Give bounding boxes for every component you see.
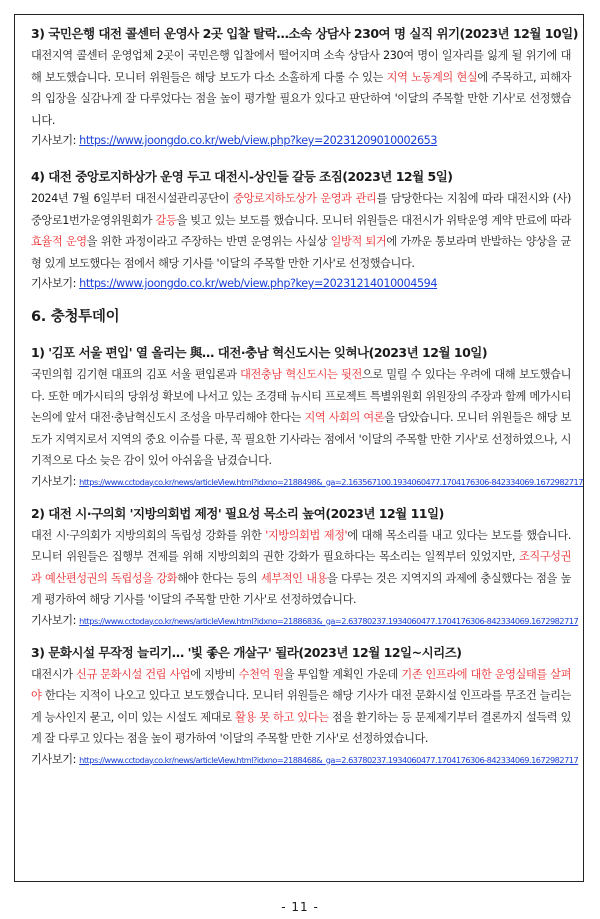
body-text: 을 다루는 것은 지역지의 과제에 충실했다는 점을 높게 평가하여 해당 기사를 '이달의 주목할 만한 기사'로 선정하였습니다. — [31, 571, 571, 606]
article-title: 1) '김포 서울 편입' 열 올리는 與… 대전·충남 혁신도시는 잊혀나(2023년 12월 10일) — [31, 345, 488, 360]
article-link-row — [31, 611, 579, 631]
body-text: 에 주목하고, 피해자의 입장을 실감나게 잘 다루었다는 점을 높이 평가할 필요가 있다고 판단하여 '이달의 주목할 만한 기사'로 선정했습니다. — [31, 70, 572, 127]
article-link[interactable]: https://www.cctoday.co.kr/news/articleView.html?idxno=2188468&_ga=2.63780237.1934060477.1704176306-842334069.1672982717 — [79, 754, 579, 765]
body-text: 에 가까운 통보라며 반발하는 양상을 균형 있게 보도했다는 점에서 해당 기사를 '이달의 주목할 만한 기사'로 선정했습니다. — [31, 235, 571, 270]
highlighted-text: 대전충남 혁신도시는 뒷전 — [240, 368, 362, 381]
body-text: 에 대해 목소리를 내고 있다는 보도를 했습니다. 모니터 위원들은 집행부 견제를 위해 지방의회의 권한 강화가 필요하다는 목소리는 일찍부터 있었지만, — [31, 528, 571, 563]
section-heading: 6. 충청투데이 — [31, 309, 120, 325]
article-title: 2) 대전 시·구의회 '지방의회법 제정' 필요성 목소리 높여(2023년 12월 11일) — [31, 505, 444, 521]
body-text: 을 위한 과정이라고 주장하는 반면 운영위는 사실상 — [86, 235, 331, 248]
article-link[interactable]: https://www.joongdo.co.kr/web/view.php?key=20231209010002653 — [79, 134, 438, 147]
body-text: 점을 환기하는 등 문제제기부터 결론까지 설득력 있게 잘 다루고 있다는 점을 높이 평가하여 '이달의 주목할 만한 기사'로 선정하였습니다. — [31, 710, 571, 745]
body-text: 2024년 7월 6일부터 대전시설관리공단이 — [31, 192, 234, 205]
link-label: 기사보기: — [31, 752, 76, 766]
highlighted-text: 신규 문화시설 건립 사업 — [76, 667, 191, 681]
link-label: 기사보기: — [31, 474, 76, 488]
highlighted-text: 중앙로지하도상가 운영과 관리 — [233, 192, 377, 205]
highlighted-text: '지방의회법 제정' — [265, 528, 348, 542]
body-text: 을 빚고 있는 보도를 했습니다. 모니터 위원들은 대전시가 위탁운영 계약 만료에 따라 — [176, 213, 572, 227]
link-label: 기사보기: — [31, 277, 76, 290]
article-body — [31, 664, 571, 750]
link-label: 기사보기: — [31, 134, 76, 147]
body-text: 대전시가 — [31, 667, 77, 681]
body-text: 을 담았습니다. 모니터 위원들은 해당 보도가 지역지로서 지역의 중요 이슈를 다룬, 꼭 필요한 기사라는 점에서 '이달의 주목할 만한 기사'로 선정하였으나, 시기적으로 다소 늦은 감이 있어 아쉬움을 남겼습니다. — [31, 411, 571, 467]
article-body — [31, 364, 571, 472]
article-link-row — [31, 131, 571, 151]
body-text: 을 투입할 계획인 가운데 — [283, 667, 402, 681]
article-link[interactable]: https://www.joongdo.co.kr/web/view.php?key=20231214010004594 — [79, 277, 438, 290]
article-link-row — [31, 750, 579, 770]
article-body — [31, 525, 571, 611]
page-border — [14, 14, 584, 882]
body-text: 으로 밀릴 수 있다는 우려에 대해 보도했습니다. 또한 메가시티의 당위성 확보에 나서고 있는 조경태 뉴시티 프로젝트 특별위원회 위원장의 주장과 함께 메가시티 논의에 앞서 대전·충남혁신도시 조성을 마무리해야 한다는 — [31, 368, 571, 424]
article-body — [31, 188, 571, 274]
article-link[interactable]: https://www.cctoday.co.kr/news/articleView.html?idxno=2188683&_ga=2.63780237.1934060477.1704176306-842334069.1672982717 — [79, 615, 579, 626]
article-block — [31, 505, 579, 631]
link-label: 기사보기: — [31, 613, 76, 627]
article-title: 3) 국민은행 대전 콜센터 운영사 2곳 입찰 탈락…소속 상담사 230여 명 실직 위기(2023년 12월 10일) — [31, 26, 578, 41]
body-text: 대전 시·구의회가 지방의회의 독립성 강화를 위한 — [31, 528, 266, 542]
article-link-row — [31, 274, 571, 294]
highlighted-text: 효율적 운영 — [31, 235, 87, 248]
body-text: 대전지역 콜센터 운영업체 2곳이 국민은행 입찰에서 떨어지며 소속 상담사 230여 명이 일자리를 잃게 될 위기에 대해 보도했습니다. 모니터 위원들은 해당 보도가 다소 소홀하게 다룰 수 있는 — [31, 49, 571, 84]
highlighted-text: 활용 못 하고 있다는 — [235, 710, 329, 724]
article-block — [31, 25, 578, 151]
highlighted-text: 수천억 원 — [238, 667, 284, 681]
highlighted-text: 갈등 — [155, 213, 177, 227]
body-text: 에 지방비 — [190, 667, 239, 681]
article-body — [31, 45, 571, 131]
article-block — [31, 168, 571, 294]
body-text: 한다는 지적이 나오고 있다고 보도했습니다. 모니터 위원들은 해당 기사가 대전 문화시설 인프라를 무조건 늘리는 게 능사인지 묻고, 이미 있는 시설도 제대로 — [31, 689, 571, 724]
article-link-row — [31, 472, 583, 492]
article-block — [31, 344, 583, 492]
highlighted-text: 일방적 퇴거 — [330, 235, 387, 248]
article-link[interactable]: https://www.cctoday.co.kr/news/articleView.html?idxno=2188498&_ga=2.163567100.1934060477.1704176306-842334069.1672982717 — [79, 476, 583, 487]
body-text: 국민의힘 김기현 대표의 김포 서울 편입론과 — [31, 368, 241, 381]
highlighted-text: 지역 노동계의 현실 — [386, 70, 478, 84]
body-text: 를 담당한다는 지침에 따라 대전시와 (사)중앙로1번가운영위원회가 — [31, 192, 571, 227]
article-block — [31, 644, 579, 770]
page-number: - 11 - — [281, 900, 319, 914]
highlighted-text: 세부적인 내용 — [260, 571, 328, 585]
highlighted-text: 조직구성권과 예산편성권의 독립성을 강화 — [31, 550, 571, 585]
body-text: 해야 한다는 등의 — [177, 571, 261, 585]
page-content — [31, 25, 583, 770]
highlighted-text: 지역 사회의 여론 — [304, 411, 385, 424]
article-title: 4) 대전 중앙로지하상가 운영 두고 대전시-상인들 갈등 조짐(2023년 12월 5일) — [31, 169, 453, 184]
highlighted-text: 기존 인프라에 대한 운영실태를 살펴야 — [31, 667, 571, 702]
article-title: 3) 문화시설 무작정 늘리기… '빛 좋은 개살구' 될라(2023년 12월 12일~시리즈) — [31, 644, 462, 660]
